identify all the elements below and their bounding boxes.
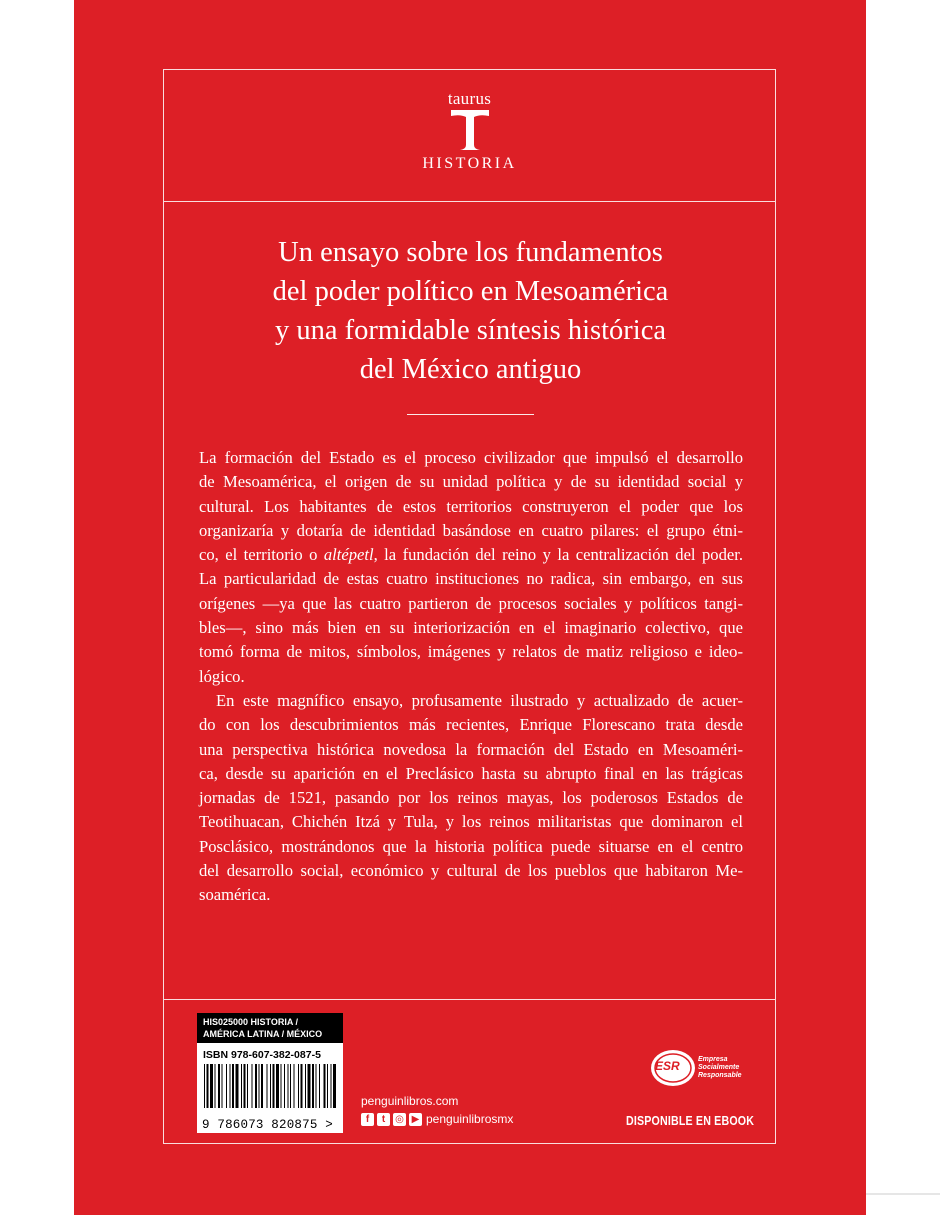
- synopsis-line: Posclásico, mostrándonos que la historia política puede situarse en el centro: [199, 836, 743, 856]
- twitter-icon[interactable]: t: [377, 1113, 390, 1126]
- barcode: [203, 1064, 337, 1108]
- synopsis-line: del desarrollo social, económico y cultural de los pueblos que habitaron Me-: [199, 861, 743, 881]
- ebook-availability: DISPONIBLE EN EBOOK: [626, 1113, 755, 1128]
- synopsis-line: do con los descubrimientos más recientes, Enrique Florescano trata desde: [199, 715, 743, 735]
- synopsis-line: soamérica.: [199, 885, 271, 905]
- youtube-icon[interactable]: ▶: [409, 1113, 422, 1126]
- barcode-digits: 9 786073 820875 >: [202, 1118, 333, 1132]
- synopsis: [199, 446, 743, 908]
- barcode-block: [197, 1013, 343, 1133]
- synopsis-line: organizaría y dotaría de identidad basándose en cuatro pilares: el grupo étni-: [199, 520, 743, 540]
- header-divider: [164, 201, 775, 202]
- synopsis-line: orígenes —ya que las cuatro partieron de procesos sociales y políticos tangi-: [199, 593, 743, 613]
- synopsis-line: ca, desde su aparición en el Preclásico hasta su abrupto final en las trágicas: [199, 763, 743, 783]
- facebook-icon[interactable]: f: [361, 1113, 374, 1126]
- website-link[interactable]: penguinlibros.com: [361, 1094, 459, 1108]
- synopsis-line: tomó forma de mitos, símbolos, imágenes y relatos de matiz religioso e ideo-: [199, 642, 743, 662]
- publisher-brand: [164, 90, 775, 173]
- headline-line: Un ensayo sobre los fundamentos: [278, 237, 663, 268]
- headline: [194, 233, 747, 389]
- esr-text: Responsable: [698, 1072, 742, 1079]
- synopsis-line: Teotihuacan, Chichén Itzá y Tula, y los reinos militaristas que dominaron el: [199, 812, 743, 832]
- synopsis-line: En este magnífico ensayo, profusamente ilustrado y actualizado de acuer-: [216, 690, 743, 710]
- instagram-icon[interactable]: ◎: [393, 1113, 406, 1126]
- bisac-band: [197, 1013, 343, 1043]
- social-links: [361, 1111, 513, 1127]
- isbn-text: ISBN 978-607-382-087-5: [203, 1049, 321, 1061]
- esr-logo: [649, 1047, 749, 1089]
- headline-line: y una formidable síntesis histórica: [275, 315, 666, 346]
- esr-badge-text: ESR: [655, 1059, 680, 1073]
- synopsis-text: , la fundación del reino y la centralización del poder.: [373, 545, 743, 565]
- publisher-name: taurus: [447, 89, 492, 108]
- collection-name: HISTORIA: [422, 155, 517, 172]
- headline-line: del México antiguo: [359, 354, 582, 385]
- esr-text: Socialmente: [698, 1064, 740, 1071]
- synopsis-line: jornadas de 1521, pasando por los reinos mayas, los poderosos Estados de: [199, 788, 743, 808]
- synopsis-line: cultural. Los habitantes de estos territorios construyeron el poder que los: [199, 496, 743, 516]
- footer-divider: [164, 999, 775, 1000]
- synopsis-line: La particularidad de estas cuatro instituciones no radica, sin embargo, en sus: [199, 569, 743, 589]
- esr-text: Empresa: [698, 1056, 728, 1063]
- social-handle[interactable]: penguinlibrosmx: [426, 1112, 514, 1126]
- synopsis-line: [199, 543, 743, 567]
- bisac-line: AMÉRICA LATINA / MÉXICO: [203, 1029, 323, 1039]
- synopsis-text: co, el territorio o: [199, 545, 324, 565]
- cover-frame: [163, 69, 776, 1144]
- altepetl-term: altépetl: [323, 545, 374, 565]
- headline-rule: [407, 414, 534, 415]
- synopsis-line: lógico.: [199, 666, 245, 686]
- page-edge-mark: [866, 1193, 940, 1195]
- bisac-line: HIS025000 HISTORIA /: [203, 1017, 299, 1027]
- synopsis-line: bles—, sino más bien en su interiorización en el imaginario colectivo, que: [199, 618, 743, 638]
- taurus-t-logo-icon: [450, 109, 490, 151]
- book-back-cover: [74, 0, 866, 1215]
- synopsis-line: La formación del Estado es el proceso civilizador que impulsó el desarrollo: [199, 448, 743, 467]
- synopsis-line: una perspectiva histórica novedosa la formación del Estado en Mesoaméri-: [199, 739, 743, 759]
- synopsis-line: de Mesoamérica, el origen de su unidad política y de su identidad social y: [199, 472, 743, 492]
- headline-line: del poder político en Mesoamérica: [272, 276, 669, 307]
